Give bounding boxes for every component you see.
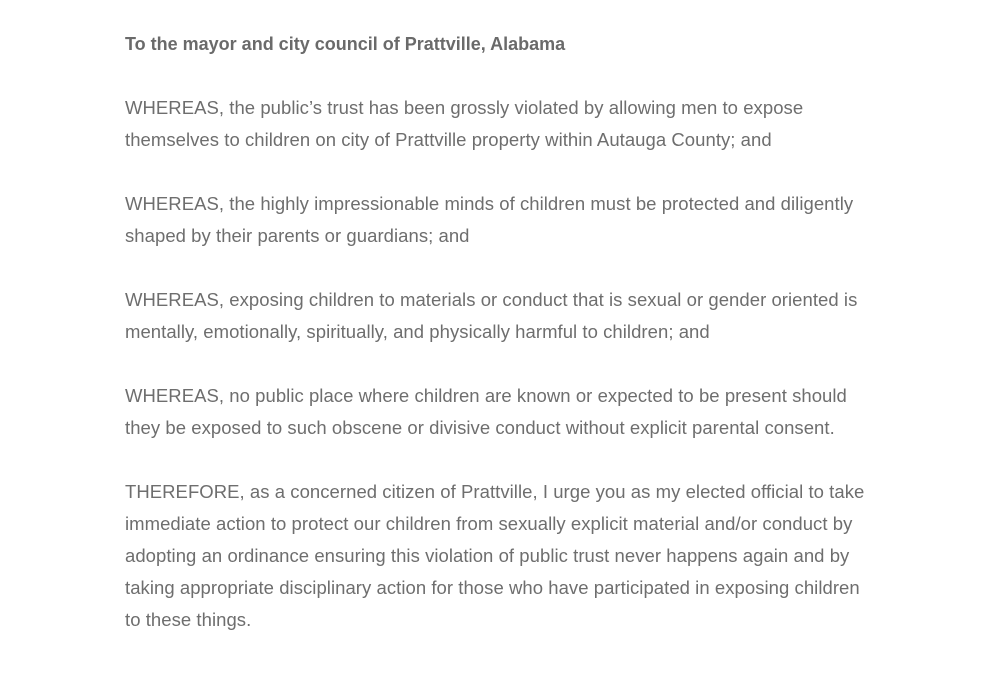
- letter-salutation: To the mayor and city council of Prattville, Alabama: [125, 34, 566, 54]
- whereas-paragraph-2: WHEREAS, the highly impressionable minds of children must be protected and diligently shaped by their parents or guardians; and: [125, 193, 854, 246]
- letter-body: [125, 28, 865, 636]
- therefore-paragraph: THEREFORE, as a concerned citizen of Prattville, I urge you as my elected official to take immediate action to protect our children from sexually explicit material and/or conduct by adopting an ordinance ensuring this violation of public trust never happens again and by taking appropriate disciplinary action for those who have participated in exposing children to these things.: [125, 481, 865, 630]
- whereas-paragraph-3: WHEREAS, exposing children to materials or conduct that is sexual or gender oriented is mentally, emotionally, spiritually, and physically harmful to children; and: [125, 289, 858, 342]
- whereas-paragraph-4: WHEREAS, no public place where children are known or expected to be present should they be exposed to such obscene or divisive conduct without explicit parental consent.: [125, 385, 847, 438]
- whereas-paragraph-1: WHEREAS, the public’s trust has been grossly violated by allowing men to expose themselves to children on city of Prattville property within Autauga County; and: [125, 97, 804, 150]
